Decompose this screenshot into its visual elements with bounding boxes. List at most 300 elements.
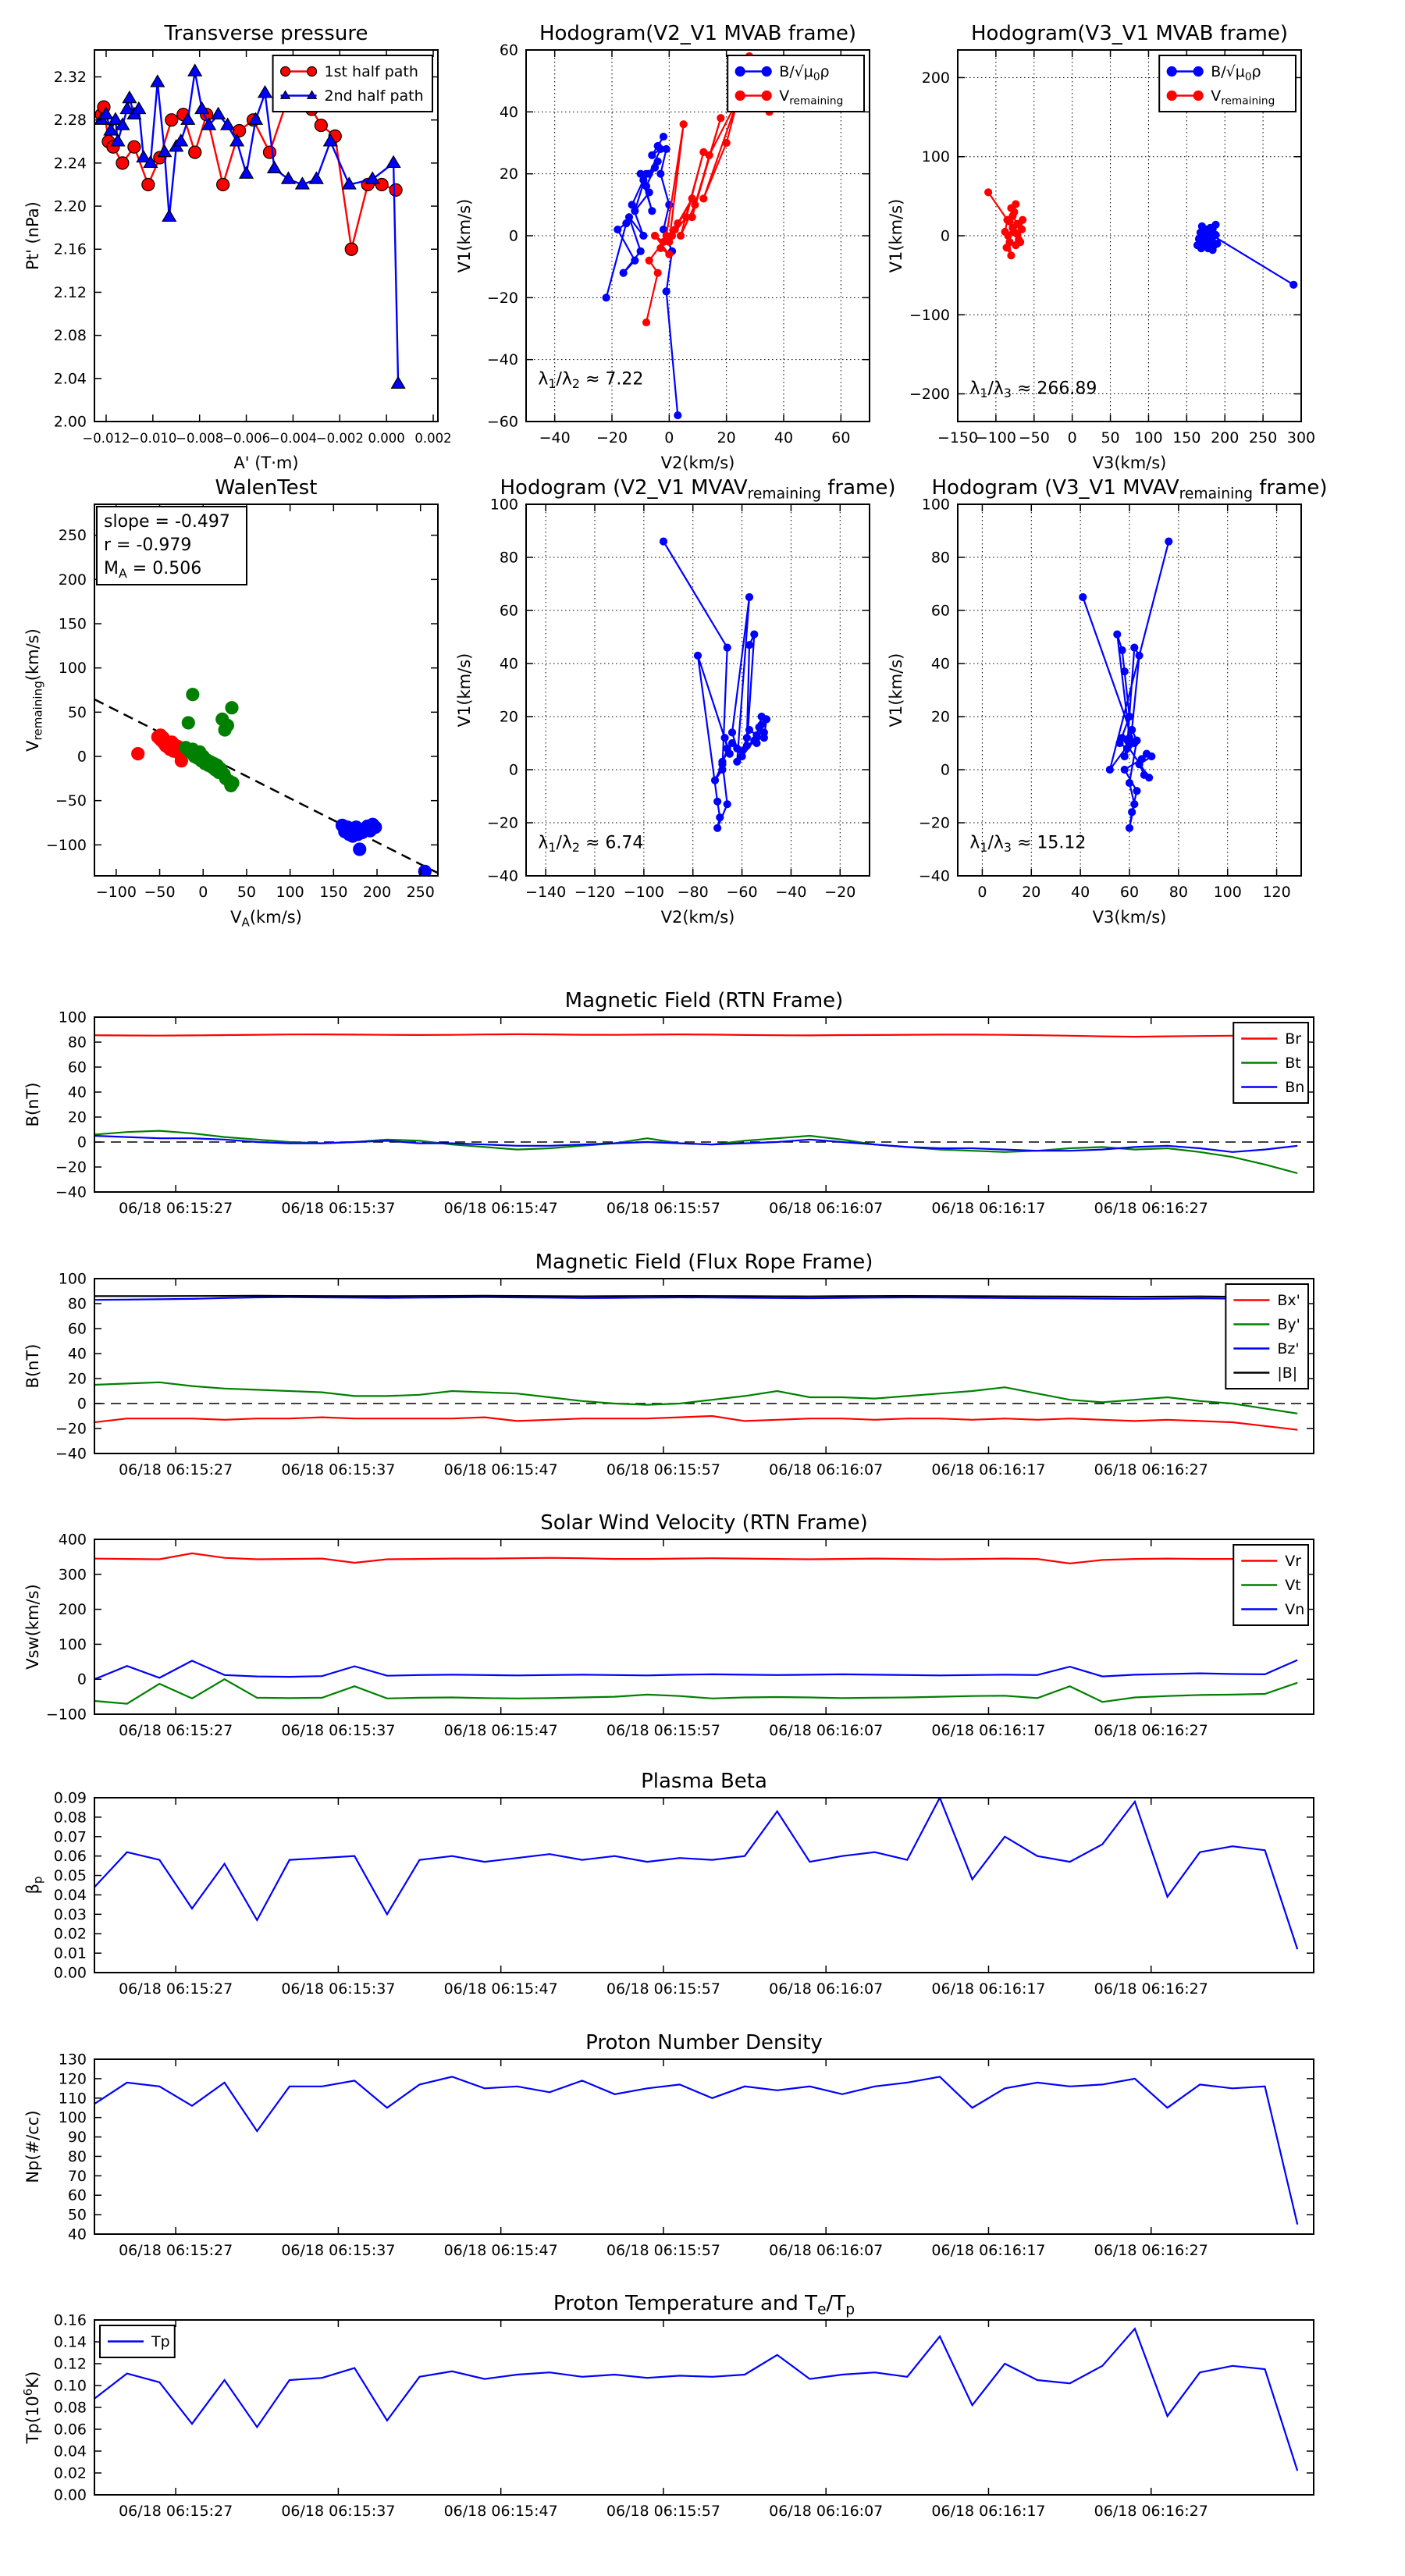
x-tick-label: 06/18 06:16:07 (769, 1461, 884, 1478)
panel-vsw_rtn (23, 1511, 1314, 1739)
panel-hodogram_v2v1_mvab (455, 22, 870, 472)
x-tick-label: −100 (623, 884, 664, 901)
x-tick-label: 06/18 06:15:27 (119, 1461, 233, 1478)
legend-label: By' (1277, 1316, 1300, 1334)
legend-label: Br (1285, 1030, 1302, 1048)
panel-transverse_pressure (23, 22, 452, 472)
y-tick-label: 20 (930, 708, 950, 726)
x-tick-label: 06/18 06:15:37 (281, 1461, 396, 1478)
series-group (94, 1034, 1314, 1173)
y-tick-label: 0.08 (53, 2399, 87, 2417)
x-tick-label: −50 (1018, 429, 1050, 447)
plot-frame (526, 504, 870, 876)
x-tick-label: 06/18 06:15:47 (443, 1980, 558, 1998)
x-tick-label: 06/18 06:15:37 (281, 1722, 396, 1739)
x-tick-label: 06/18 06:16:07 (769, 2503, 884, 2520)
x-tick-label: 20 (717, 429, 736, 447)
y-tick-label: 100 (58, 1270, 87, 1288)
x-tick-label: 06/18 06:15:37 (281, 1200, 396, 1217)
series-last-interval (336, 818, 431, 877)
y-tick-label: −60 (486, 413, 518, 431)
y-tick-label: 20 (499, 708, 518, 726)
y-tick-label: 20 (67, 1370, 87, 1388)
x-tick-label: 06/18 06:15:27 (119, 1980, 233, 1998)
series-2nd-half-path (94, 65, 404, 389)
x-tick-label: 100 (1213, 884, 1242, 901)
x-tick-label: −50 (144, 884, 176, 901)
plot-frame (94, 1798, 1314, 1973)
y-tick-label: −40 (918, 867, 950, 885)
y-tick-label: 20 (499, 165, 518, 183)
y-tick-label: 80 (67, 1295, 87, 1313)
y-tick-label: 0.04 (53, 1886, 87, 1904)
legend-label: Bt (1285, 1055, 1301, 1073)
x-tick-label: 0 (977, 884, 987, 901)
x-tick-label: 06/18 06:16:27 (1094, 1980, 1208, 1998)
series-br (94, 1034, 1297, 1037)
x-tick-label: 06/18 06:15:27 (119, 1200, 233, 1217)
y-tick-label: 400 (58, 1531, 87, 1549)
y-axis-label: Pt' (nPa) (23, 201, 42, 270)
y-tick-label: 120 (58, 2070, 87, 2088)
legend (273, 55, 432, 112)
x-tick-label: 150 (1172, 429, 1201, 447)
plot-frame (94, 1017, 1314, 1192)
series-v-remaining-hodogram (660, 538, 770, 831)
x-tick-label: −0.012 (82, 431, 130, 446)
x-axis-label: $V_A(km/s)$ (230, 908, 302, 930)
panel-mag_rtn (23, 989, 1314, 1217)
panel-mag_frf (23, 1251, 1314, 1478)
y-tick-label: 100 (921, 496, 950, 514)
y-axis-label: B(nT) (23, 1082, 42, 1127)
legend (1233, 1545, 1308, 1625)
y-tick-label: 0.00 (53, 2486, 87, 2504)
y-tick-label: 0 (76, 1670, 87, 1688)
x-tick-label: 40 (1071, 884, 1090, 901)
ticks (54, 2312, 1314, 2521)
x-tick-label: 150 (319, 884, 348, 901)
y-tick-label: 0.05 (53, 1867, 87, 1885)
y-tick-label: 0 (508, 227, 518, 245)
panel-hodogram_v2v1_mvav (455, 476, 896, 927)
legend-label: |B| (1277, 1364, 1298, 1382)
x-tick-label: 50 (237, 884, 257, 901)
x-tick-label: 06/18 06:16:17 (931, 1461, 1046, 1478)
y-tick-label: 80 (499, 549, 518, 567)
y-tick-label: 0.08 (53, 1809, 87, 1827)
y-tick-label: 100 (58, 660, 87, 678)
legend-label: 1st half path (324, 63, 418, 81)
series-group (985, 189, 1297, 288)
y-tick-label: 2.28 (53, 112, 87, 130)
legend (1233, 1023, 1308, 1103)
x-tick-label: 06/18 06:15:47 (443, 1722, 558, 1739)
series-b-over-sqrt-mu0-rho (1194, 221, 1297, 288)
x-tick-label: 06/18 06:16:17 (931, 1980, 1046, 1998)
x-tick-label: 06/18 06:16:27 (1094, 1722, 1208, 1739)
x-tick-label: 06/18 06:15:27 (119, 2242, 233, 2259)
x-tick-label: −0.004 (269, 431, 317, 446)
annotation: $\lambda_1/\lambda_3 \approx 15.12$ (969, 833, 1087, 856)
x-tick-label: 06/18 06:15:37 (281, 2503, 396, 2520)
series-group (94, 1296, 1314, 1430)
y-tick-label: 40 (499, 655, 518, 673)
x-tick-label: 06/18 06:15:57 (606, 2242, 721, 2259)
panel-title: Proton Number Density (585, 2031, 823, 2055)
ticks (55, 1009, 1314, 1218)
y-tick-label: −20 (55, 1420, 87, 1438)
series-group (94, 1553, 1297, 1704)
x-tick-label: 06/18 06:16:17 (931, 2242, 1046, 2259)
x-tick-label: −140 (525, 884, 567, 901)
series-by-prime (94, 1382, 1297, 1414)
annotation: $\lambda_1/\lambda_3 \approx 266.89$ (969, 379, 1097, 401)
panel-title: Magnetic Field (RTN Frame) (564, 989, 844, 1012)
x-tick-label: 300 (1286, 429, 1316, 447)
series-group (94, 2076, 1297, 2224)
y-axis-label: $V_{remaining}(km/s)$ (23, 628, 45, 752)
y-axis-label: $Tp(10^6K)$ (21, 2371, 42, 2444)
x-tick-label: −100 (975, 429, 1016, 447)
stats-line: $M_A = 0.506$ (104, 559, 202, 581)
y-tick-label: 0.02 (53, 1925, 87, 1943)
x-tick-label: −80 (677, 884, 709, 901)
legend-label: Vt (1285, 1577, 1301, 1595)
series-group (94, 2329, 1297, 2471)
x-tick-label: 0.002 (414, 431, 452, 446)
grid (958, 504, 1301, 876)
panel-title: Hodogram(V3_V1 MVAB frame) (970, 22, 1289, 45)
x-tick-label: −100 (95, 884, 137, 901)
x-tick-label: 0 (1067, 429, 1077, 447)
x-tick-label: 06/18 06:15:57 (606, 1722, 721, 1739)
y-tick-label: 2.20 (53, 197, 87, 215)
x-tick-label: 06/18 06:16:17 (931, 1200, 1046, 1217)
y-tick-label: 200 (58, 1601, 87, 1619)
x-tick-label: 06/18 06:16:17 (931, 1722, 1046, 1739)
x-tick-label: 06/18 06:15:57 (606, 1461, 721, 1478)
panel-hodogram_v3v1_mvab (887, 22, 1315, 472)
y-tick-label: 50 (67, 2206, 87, 2224)
legend-label: $B/√\mu_0\rho$ (1211, 63, 1261, 84)
series-group (94, 65, 404, 389)
x-tick-label: 20 (1022, 884, 1041, 901)
y-tick-label: 0 (76, 748, 87, 766)
x-tick-label: 50 (1101, 429, 1120, 447)
legend (100, 2325, 175, 2357)
y-tick-label: 100 (58, 2109, 87, 2127)
y-tick-label: 70 (67, 2167, 87, 2185)
y-tick-label: 100 (58, 1635, 87, 1653)
x-tick-label: −0.010 (129, 431, 177, 446)
x-tick-label: 06/18 06:16:27 (1094, 2242, 1208, 2259)
x-axis-label: V2(km/s) (660, 454, 735, 472)
panel-title: Hodogram (V2_V1 $MVAV_{remaining}$ frame) (500, 476, 896, 503)
y-tick-label: 2.16 (53, 240, 87, 258)
x-tick-label: 06/18 06:15:47 (443, 1461, 558, 1478)
stats-line: r = -0.979 (104, 535, 192, 555)
series-v-remaining (985, 189, 1026, 259)
legend (1159, 55, 1296, 112)
y-tick-label: 150 (58, 615, 87, 633)
y-tick-label: 0 (76, 1133, 87, 1151)
series-beta-p (94, 1798, 1297, 1949)
x-tick-label: 60 (1119, 884, 1140, 901)
y-tick-label: 60 (67, 2186, 87, 2204)
x-tick-label: 0 (664, 429, 674, 447)
legend-label: $B/√\mu_0\rho$ (779, 63, 830, 84)
y-tick-label: 50 (67, 703, 87, 721)
y-tick-label: 0.06 (53, 1848, 87, 1866)
x-tick-label: 250 (1248, 429, 1278, 447)
y-tick-label: −40 (486, 867, 518, 885)
x-tick-label: 100 (1134, 429, 1163, 447)
panel-title: Hodogram (V3_V1 $MVAV_{remaining}$ frame) (931, 476, 1328, 503)
y-tick-label: 0.00 (53, 1964, 87, 1982)
y-tick-label: −40 (55, 1183, 87, 1201)
panel-title: WalenTest (215, 476, 318, 500)
x-tick-label: 60 (831, 429, 851, 447)
panel-title: Proton Temperature and $T_e/T_p$ (553, 2292, 855, 2318)
plot-frame (94, 1539, 1314, 1714)
y-tick-label: 80 (67, 1034, 87, 1051)
legend-label: Tp (151, 2333, 170, 2351)
y-tick-label: 40 (67, 1345, 87, 1363)
annotation: $\lambda_1/\lambda_2 \approx 7.22$ (538, 369, 644, 392)
x-tick-label: −20 (596, 429, 628, 447)
y-tick-label: 100 (921, 148, 950, 166)
x-tick-label: 06/18 06:16:27 (1094, 1200, 1208, 1217)
annotation: $\lambda_1/\lambda_2 \approx 6.74$ (538, 833, 644, 856)
series-bn (94, 1136, 1297, 1152)
y-tick-label: −40 (55, 1445, 87, 1463)
x-tick-label: 06/18 06:16:07 (769, 2242, 884, 2259)
stats-line: slope = -0.497 (104, 512, 230, 532)
y-tick-label: 130 (58, 2051, 87, 2069)
x-tick-label: 06/18 06:16:07 (769, 1980, 884, 1998)
x-tick-label: −60 (726, 884, 758, 901)
series-vt (94, 1679, 1297, 1703)
x-tick-label: 80 (1168, 884, 1188, 901)
y-tick-label: 300 (58, 1566, 87, 1584)
y-tick-label: −100 (909, 306, 950, 324)
y-tick-label: 0.06 (53, 2421, 87, 2439)
series-vn (94, 1660, 1297, 1680)
series-np (94, 2076, 1297, 2224)
plot-frame (94, 2059, 1314, 2234)
y-tick-label: −50 (55, 792, 87, 810)
x-tick-label: 06/18 06:15:47 (443, 2503, 558, 2520)
y-tick-label: 110 (58, 2090, 87, 2108)
y-tick-label: 2.04 (53, 370, 87, 388)
x-tick-label: 120 (1262, 884, 1291, 901)
x-tick-label: 06/18 06:16:07 (769, 1722, 884, 1739)
x-tick-label: −40 (539, 429, 571, 447)
y-tick-label: 2.00 (53, 413, 87, 431)
x-axis-label: A' (T·m) (233, 454, 299, 472)
x-tick-label: 06/18 06:15:47 (443, 2242, 558, 2259)
legend (1225, 1284, 1308, 1389)
y-tick-label: 2.12 (53, 283, 87, 301)
y-tick-label: 80 (67, 2147, 87, 2165)
y-tick-label: 0.01 (53, 1944, 87, 1962)
x-tick-label: −40 (775, 884, 807, 901)
y-tick-label: 0.16 (53, 2311, 87, 2329)
y-tick-label: −40 (486, 351, 518, 369)
panel-proton_density (23, 2031, 1314, 2259)
y-axis-label: Np(#/cc) (23, 2110, 42, 2183)
y-tick-label: −20 (486, 289, 518, 307)
y-tick-label: 0.09 (53, 1789, 87, 1807)
x-tick-label: −150 (937, 429, 979, 447)
series-tp (94, 2329, 1297, 2471)
y-tick-label: 0.10 (53, 2377, 87, 2395)
x-axis-label: V2(km/s) (660, 908, 735, 927)
panel-walen_test (23, 476, 438, 930)
y-tick-label: 0.04 (53, 2443, 87, 2460)
y-tick-label: 2.08 (53, 327, 87, 345)
x-tick-label: 06/18 06:15:27 (119, 1722, 233, 1739)
panel-title: Solar Wind Velocity (RTN Frame) (540, 1511, 868, 1535)
series-fit-line (94, 699, 438, 873)
legend-label: 2nd half path (324, 87, 424, 105)
y-axis-label: V1(km/s) (887, 198, 905, 273)
x-tick-label: 40 (774, 429, 794, 447)
y-tick-label: 40 (930, 655, 950, 673)
series-v-remaining-hodogram (1080, 538, 1172, 831)
x-tick-label: −120 (574, 884, 616, 901)
y-tick-label: 40 (67, 2226, 87, 2243)
legend-label: Vr (1285, 1553, 1302, 1571)
x-tick-label: 06/18 06:15:37 (281, 1980, 396, 1998)
x-tick-label: 06/18 06:16:17 (931, 2503, 1046, 2520)
series-vr (94, 1553, 1297, 1564)
y-tick-label: 2.32 (53, 68, 87, 86)
y-tick-label: −20 (55, 1158, 87, 1176)
ticks (59, 2051, 1314, 2260)
legend-label: Vn (1285, 1601, 1305, 1619)
y-tick-label: 90 (67, 2129, 87, 2147)
panel-title: Magnetic Field (Flux Rope Frame) (535, 1251, 873, 1274)
y-tick-label: 200 (921, 69, 950, 87)
panel-title: Transverse pressure (164, 22, 368, 45)
y-tick-label: 0 (508, 761, 518, 779)
x-tick-label: 06/18 06:15:57 (606, 2503, 721, 2520)
legend-label: Bn (1285, 1079, 1305, 1097)
x-tick-label: 06/18 06:15:37 (281, 2242, 396, 2259)
series-group (94, 688, 438, 878)
y-axis-label: B(nT) (23, 1343, 42, 1389)
series-bz-prime (94, 1297, 1297, 1300)
series-middle-interval (180, 688, 239, 792)
y-tick-label: 100 (58, 1009, 87, 1026)
series-bt (94, 1131, 1297, 1173)
y-tick-label: 0 (940, 227, 950, 245)
y-tick-label: 40 (67, 1083, 87, 1101)
y-tick-label: −20 (918, 814, 950, 832)
legend-label: $V_{remaining}$ (1211, 87, 1275, 108)
y-tick-label: 200 (58, 571, 87, 589)
legend-label: Bz' (1277, 1340, 1300, 1358)
series-group (94, 1798, 1297, 1949)
y-tick-label: 80 (930, 549, 950, 567)
x-tick-label: −0.002 (315, 431, 364, 446)
y-tick-label: 2.24 (53, 155, 87, 173)
y-tick-label: 0 (76, 1395, 87, 1413)
x-tick-label: −0.008 (176, 431, 224, 446)
y-tick-label: 250 (58, 527, 87, 545)
y-tick-label: 60 (499, 602, 518, 620)
x-tick-label: 200 (362, 884, 392, 901)
y-tick-label: 20 (67, 1108, 87, 1126)
legend (727, 55, 864, 112)
legend-label: $V_{remaining}$ (779, 87, 844, 108)
ticks (55, 1271, 1314, 1479)
x-tick-label: 06/18 06:16:27 (1094, 1461, 1208, 1478)
ticks (46, 1532, 1314, 1740)
y-axis-label: Vsw(km/s) (23, 1584, 42, 1670)
y-tick-label: 0.12 (53, 2355, 87, 2373)
x-tick-label: 06/18 06:15:57 (606, 1200, 721, 1217)
x-tick-label: 06/18 06:15:47 (443, 1200, 558, 1217)
x-axis-label: V3(km/s) (1092, 908, 1167, 927)
y-tick-label: −100 (45, 1706, 87, 1724)
x-axis-label: V3(km/s) (1092, 454, 1167, 472)
y-tick-label: 0 (940, 761, 950, 779)
x-tick-label: 06/18 06:16:27 (1094, 2503, 1208, 2520)
series-group (1080, 538, 1172, 831)
panel-plasma_beta (23, 1770, 1314, 1998)
y-tick-label: 40 (499, 103, 518, 121)
x-tick-label: 06/18 06:15:57 (606, 1980, 721, 1998)
y-axis-label: V1(km/s) (455, 198, 474, 273)
y-tick-label: 0.07 (53, 1828, 87, 1846)
plot-frame (94, 2320, 1314, 2495)
y-axis-label: V1(km/s) (887, 653, 905, 728)
y-tick-label: 60 (67, 1320, 87, 1338)
series-group (660, 538, 770, 831)
legend-label: Bx' (1277, 1292, 1300, 1310)
y-tick-label: 0.03 (53, 1905, 87, 1923)
y-axis-label: $\beta_p$ (23, 1876, 45, 1895)
y-tick-label: 100 (489, 496, 518, 514)
grid (526, 504, 870, 876)
panel-hodogram_v3v1_mvav (887, 476, 1328, 927)
x-tick-label: 0.000 (368, 431, 405, 446)
panel-proton_temp (21, 2292, 1314, 2520)
x-tick-label: −0.006 (222, 431, 271, 446)
y-tick-label: 60 (499, 41, 518, 59)
y-tick-label: −20 (486, 814, 518, 832)
y-tick-label: 0.14 (53, 2333, 87, 2351)
y-axis-label: V1(km/s) (455, 653, 474, 728)
x-tick-label: 06/18 06:16:07 (769, 1200, 884, 1217)
y-tick-label: 0.02 (53, 2464, 87, 2482)
x-tick-label: −20 (824, 884, 856, 901)
x-tick-label: 250 (406, 884, 435, 901)
x-tick-label: 0 (198, 884, 208, 901)
panel-title: Plasma Beta (641, 1770, 767, 1793)
x-tick-label: 200 (1211, 429, 1240, 447)
y-tick-label: −100 (45, 836, 87, 854)
panel-title: Hodogram(V2_V1 MVAB frame) (539, 22, 857, 45)
y-tick-label: 60 (67, 1059, 87, 1076)
x-tick-label: 100 (276, 884, 304, 901)
plot-frame (94, 1279, 1314, 1453)
y-tick-label: 60 (930, 602, 950, 620)
series-bx-prime (94, 1416, 1297, 1430)
